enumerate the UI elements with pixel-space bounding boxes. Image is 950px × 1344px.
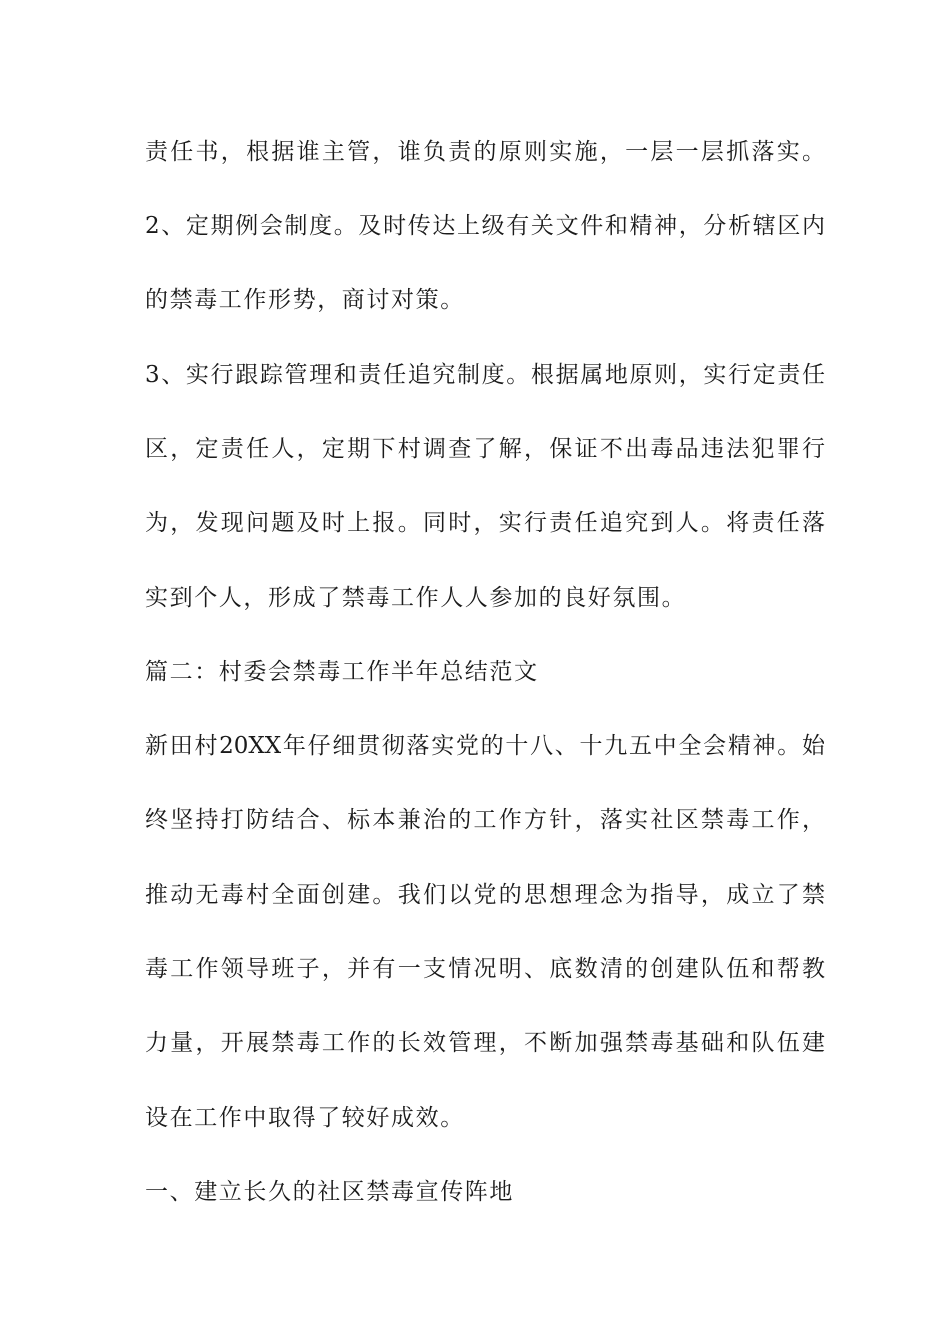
paragraph-line: 为，发现问题及时上报。同时，实行责任追究到人。将责任落 bbox=[145, 510, 825, 536]
paragraph-line: 的禁毒工作形势，商讨对策。 bbox=[145, 287, 465, 313]
paragraph-line: 责任书，根据谁主管，谁负责的原则实施，一层一层抓落实。 bbox=[145, 139, 825, 165]
paragraph-line: 实到个人，形成了禁毒工作人人参加的良好氛围。 bbox=[145, 585, 687, 611]
paragraph-line: 2、定期例会制度。及时传达上级有关文件和精神，分析辖区内 bbox=[145, 213, 825, 239]
paragraph-line: 设在工作中取得了较好成效。 bbox=[145, 1105, 465, 1131]
paragraph-line: 终坚持打防结合、标本兼治的工作方针，落实社区禁毒工作， bbox=[145, 807, 825, 833]
paragraph-line: 3、实行跟踪管理和责任追究制度。根据属地原则，实行定责任 bbox=[145, 362, 825, 388]
paragraph-line: 毒工作领导班子，并有一支情况明、底数清的创建队伍和帮教 bbox=[145, 956, 825, 982]
paragraph-line: 力量，开展禁毒工作的长效管理，不断加强禁毒基础和队伍建 bbox=[145, 1030, 825, 1056]
paragraph-line: 区，定责任人，定期下村调查了解，保证不出毒品违法犯罪行 bbox=[145, 436, 825, 462]
section-heading: 一、建立长久的社区禁毒宣传阵地 bbox=[145, 1179, 514, 1205]
paragraph-line: 新田村20XX年仔细贯彻落实党的十八、十九五中全会精神。始 bbox=[145, 733, 825, 759]
section-heading: 篇二：村委会禁毒工作半年总结范文 bbox=[145, 659, 539, 685]
paragraph-line: 推动无毒村全面创建。我们以党的思想理念为指导，成立了禁 bbox=[145, 882, 825, 908]
